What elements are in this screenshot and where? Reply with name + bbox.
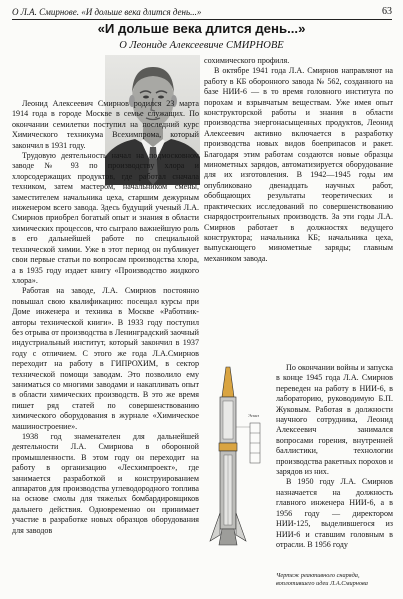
article-subtitle: О Леониде Алексеевиче СМИРНОВЕ [119,40,284,51]
right-column-top [204,56,393,264]
right-column-bottom [276,363,393,550]
article-title: «И дольше века длится день...» [97,21,306,36]
figure-caption: Чертеж реактивного снаряда, воплотившего идеи Л.А.Смирнова [276,572,368,587]
paragraph: 1938 год знаменателен для дальнейшей деятельности Л.А. Смирнова в оборонной промышленности. В этом году он переходит на работу в организацию «Лесхимпроект», где занимается разработкой и конструированием аппаратов для производства углеводородного топлива на основе смолы для тяжелых бомбардировщиков дальнего действия. Одновременно он принимает участие в разработке новых образцов оборудования для заводов [12,432,199,535]
running-header [12,7,392,17]
paragraph: В октябре 1941 года Л.А. Смирнов направляют на работу в КБ оборонного завода № 562, созданного на базе НИИ-6 — в то время головного института по порохам и взрывчатым веществам. Уже имея опыт конструкторской работы и знания в области производства энергонасыщенных продуктов, Леонид Алексеевич активно включается в разработку производства новых видов боеприпасов и ракет. Благодаря этим работам создаются новые образцы минометных зарядов, автоматизируется оборудование для их изготовления. В 1942—1945 годы им опубликовано двенадцать научных работ, обобщающих результаты теоретических и практических исследований по совершенствованию снарядостроительных производств. За эти годы Л.А. Смирнов работает в должностях ведущего конструктора; начальника КБ; начальника цеха, выпускающего минометные заряды; главным механиком завода. [204,66,393,263]
paragraph: Леонид Алексеевич Смирнов родился 23 марта 1914 года в городе Москве в семье служащих. По окончании семилетки поступил на последний курс Химического техникума Всехимпрома, который закончил в 1931 году. [12,99,199,150]
page-number: 63 [382,6,392,17]
paragraph: сохимического профиля. [204,56,290,65]
rocket-drawing [204,363,274,563]
paragraph: В 1950 году Л.А. Смирнов назначается на должность главного инженера НИИ-6, а в 1956 году — директором НИИ-125, выделившегося из НИИ-6 и ставшим головным в отрасли. В 1956 году [276,477,393,549]
running-title: О Л.А. Смирнове. «И дольше века длится день...» [12,7,202,17]
header-rule [12,19,392,20]
paragraph: По окончании войны и запуска в конце 1945 года Л.А. Смирнов переведен на работу в НИИ-6, в лабораторию, руководимую Б.П. Жуковым. Работая в должности научного сотрудника, Леонид Алексеевич занимался вопросами горения, внутренней баллистики, технологии производства ракетных порохов и зарядов из них. [276,363,393,477]
drawing-label: Эскиз [248,413,260,418]
paragraph: Работая на заводе, Л.А. Смирнов постоянно повышал свою квалификацию: посещал курсы при Доме инженера и техника в Москве «Работник-авторы технической книги». В 1933 году поступил без отрыва от производства в Ленинградский заочный индустриальный институт, который закончил в 1937 году с отличием. С этого же года Л.А.Смирнов переходит на работу в ГИПРОХИМ, в сектор технической помощи заводам. Это позволило ему заниматься со многими заводами и накапливать опыт в области химических производств. В это же время пишет ряд статей по совершенствованию химического оборудования в журнале «Химическое машиностроение». [12,286,199,431]
left-column [12,99,199,536]
paragraph: Трудовую деятельность начал на подмосковном заводе № 93 по производству хлора и хлорсодержащих продуктов, где работал сначала техником, затем мастером, начальником смены, заместителем начальника цеха, старшим дежурным инженером всего завода. Здесь будущий ученый Л.А. Смирнов приобрел богатый опыт и знания в области химических процессов, что сыграло важнейшую роль в его дальнейшей работе по специальной технической химии. Уже в этот период он публикует свои первые статьи по вопросам производства хлора, а в 1935 году издает книгу «Производство жидкого хлора». [12,151,199,285]
